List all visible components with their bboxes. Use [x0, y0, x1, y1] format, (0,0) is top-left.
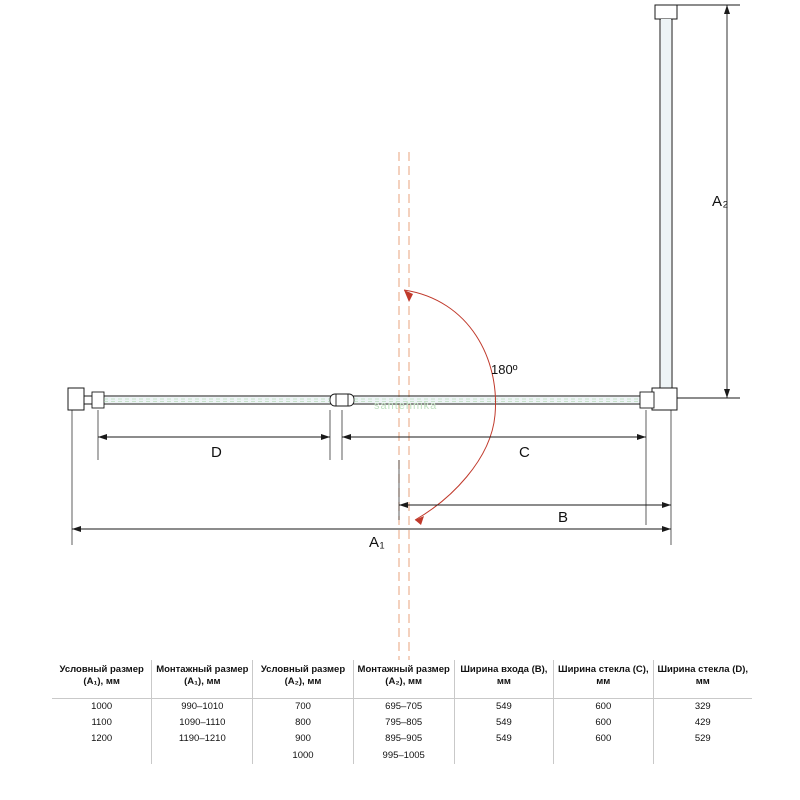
glass-fill-horizontal — [92, 397, 652, 403]
table-cell: 600 — [554, 715, 653, 731]
table-cell: 429 — [653, 715, 752, 731]
table-cell: 1190–1210 — [152, 731, 253, 747]
label-d: D — [211, 444, 223, 461]
dim-d — [98, 434, 330, 440]
table-cell: 1000 — [253, 748, 353, 764]
table-cell: 1200 — [91, 733, 113, 745]
glass-fill-vertical — [661, 19, 671, 398]
table-cell: 549 — [454, 698, 553, 715]
table-header-cell: Ширина входа (B), мм — [454, 660, 553, 698]
table-cell: 695–705 — [353, 698, 454, 715]
table-cell — [52, 748, 152, 764]
table-cell: 800 — [253, 715, 353, 731]
table-row — [52, 731, 752, 747]
watermark-text: santehnika — [374, 400, 438, 412]
table-header-cell: Условный размер (A₁), мм — [52, 660, 152, 698]
table-header-cell: Монтажный размер (A₁), мм — [152, 660, 253, 698]
dim-a2 — [677, 5, 740, 398]
hinge-left — [92, 392, 104, 408]
table-cell: 795–805 — [353, 715, 454, 731]
label-swing-angle: 180º — [491, 362, 518, 377]
table-cell: 900 — [253, 731, 353, 747]
extension-lines — [72, 410, 671, 545]
table-cell — [454, 748, 553, 764]
table-cell — [554, 748, 653, 764]
wall-bracket-left — [68, 388, 84, 410]
table-cell: 549 — [454, 731, 553, 747]
label-a1: A₁ — [369, 534, 386, 551]
table-cell: 700 — [253, 698, 353, 715]
table-header-cell: Монтажный размер (A₂), мм — [353, 660, 454, 698]
table-cell: 1100 — [91, 717, 112, 728]
center-connector — [330, 394, 354, 406]
table-cell: 600 — [554, 731, 653, 747]
table-cell — [152, 748, 253, 764]
dim-a1 — [72, 526, 671, 532]
table-cell: 1000 — [91, 700, 113, 712]
table-cell — [653, 748, 752, 764]
table-cell: 995–1005 — [353, 748, 454, 764]
table-cell: 1090–1110 — [152, 715, 253, 731]
table-cell: 329 — [653, 698, 752, 715]
wall-bracket-right — [652, 388, 677, 410]
specification-table — [52, 660, 752, 764]
hinge-right — [640, 392, 654, 408]
table-header-cell: Ширина стекла (D), мм — [653, 660, 752, 698]
table-cell: 600 — [554, 698, 653, 715]
table-cell: 990–1010 — [152, 698, 253, 715]
table-cell: 549 — [454, 715, 553, 731]
label-b: B — [558, 509, 569, 526]
dim-c — [342, 434, 646, 440]
table-row — [52, 715, 752, 731]
table-header-cell: Условный размер (A₂), мм — [253, 660, 353, 698]
table-header-cell: Ширина стекла (C), мм — [554, 660, 653, 698]
table-row — [52, 748, 752, 764]
label-c: C — [519, 444, 531, 461]
label-a2: A₂ — [712, 193, 729, 210]
table-cell: 529 — [653, 731, 752, 747]
table-row — [52, 698, 752, 715]
table-cell: 895–905 — [353, 731, 454, 747]
